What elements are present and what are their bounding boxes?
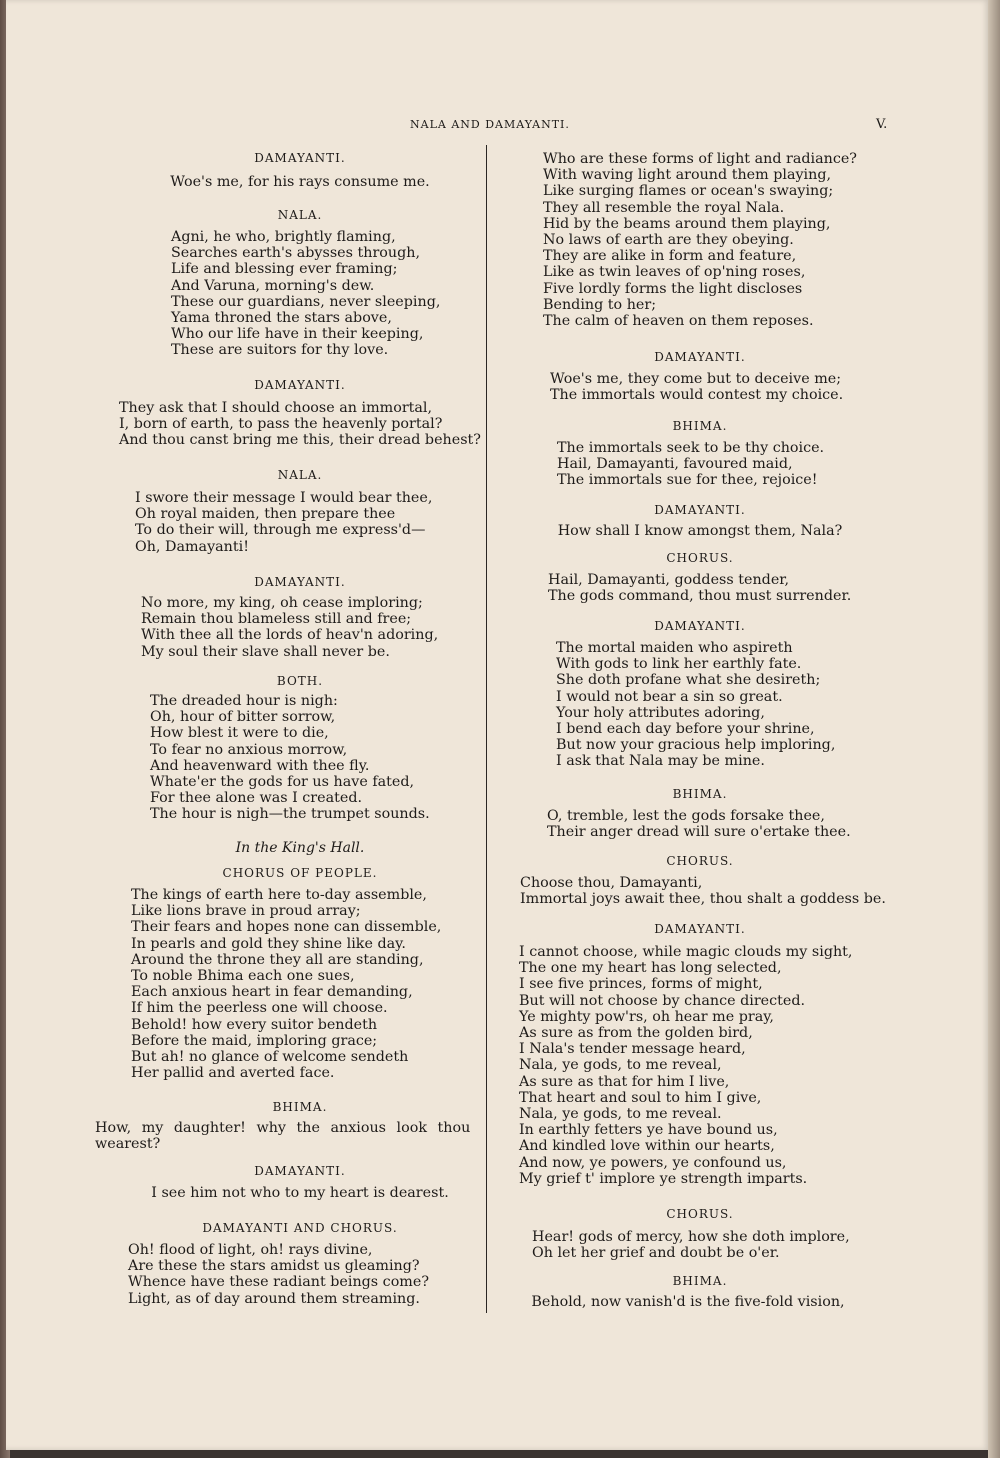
speaker-label: DAMAYANTI. — [654, 350, 746, 364]
speaker-label: BOTH. — [276, 674, 324, 688]
speaker-label: BHIMA. — [672, 1274, 728, 1288]
page-edge — [988, 0, 1000, 1458]
speaker-label: NALA. — [277, 468, 323, 482]
verse-stanza: I swore their message I would bear thee, Oh royal maiden, then prepare thee To do their will, through me express'd— Oh, Damayanti! — [135, 490, 433, 555]
verse-stanza: Oh! flood of light, oh! rays divine, Are these the stars amidst us gleaming? Whence have these radiant beings come? Light, as of day around them streaming. — [128, 1242, 429, 1307]
verse-stanza: Who are these forms of light and radiance? With waving light around them playing, Like surging flames or ocean's swaying; They all resemble the royal Nala. Hid by the beams around them playing, No laws of earth are they obeying. They are alike in form and feature, Like as twin leaves of op'ning roses, Five lordly forms the light discloses Bending to her; The calm of heaven on them reposes. — [543, 151, 857, 330]
speaker-label: BHIMA. — [672, 787, 728, 801]
verse-stanza: The dreaded hour is nigh: Oh, hour of bitter sorrow, How blest it were to die, To fear no anxious morrow, And heavenward with thee fly. Whate'er the gods for us have fated, For thee alone was I created. The hour is nigh—the trumpet sounds. — [150, 693, 430, 823]
verse-stanza: Hear! gods of mercy, how she doth implore, Oh let her grief and doubt be o'er. — [532, 1229, 850, 1262]
verse-stanza: The immortals seek to be thy choice. Hail, Damayanti, favoured maid, The immortals sue for thee, rejoice! — [557, 440, 825, 489]
speaker-label: DAMAYANTI. — [654, 503, 746, 517]
verse-stanza: They ask that I should choose an immortal, I, born of earth, to pass the heavenly portal? And thou canst bring me this, their dread behest? — [119, 400, 481, 449]
verse-stanza: Agni, he who, brightly flaming, Searches earth's abysses through, Life and blessing ever framing; And Varuna, morning's dew. These our guardians, never sleeping, Yama throned the stars above, Who our life have in their keeping, These are suitors for thy love. — [171, 229, 441, 359]
verse-stanza: Choose thou, Damayanti, Immortal joys await thee, thou shalt a goddess be. — [520, 875, 886, 908]
speaker-label: DAMAYANTI. — [254, 378, 346, 392]
dialogue-line: How shall I know amongst them, Nala? — [557, 523, 843, 539]
speaker-label: DAMAYANTI. — [654, 619, 746, 633]
speaker-label: NALA. — [277, 208, 323, 222]
speaker-label: DAMAYANTI. — [254, 575, 346, 589]
dialogue-line: I see him not who to my heart is dearest. — [151, 1185, 449, 1201]
verse-stanza: I cannot choose, while magic clouds my sight, The one my heart has long selected, I see five princes, forms of might, But will not choose by chance directed. Ye mighty pow'rs, oh hear me pray, As sure as from the golden bird, I Nala's tender message heard, Nala, ye gods, to me reveal, As sure as that for him I live, That heart and soul to him I give, Nala, ye gods, to me reveal. In earthly fetters ye have bound us, And kindled love within our hearts, And now, ye powers, ye confound us, My grief t' implore ye strength imparts. — [519, 944, 853, 1187]
verse-stanza: The mortal maiden who aspireth With gods to link her earthly fate. She doth profane what she desireth; I would not bear a sin so great. Your holy attributes adoring, I bend each day before your shrine, But now your gracious help imploring, I ask that Nala may be mine. — [556, 640, 836, 770]
speaker-label: CHORUS. — [666, 551, 734, 565]
dialogue-line: Woe's me, for his rays consume me. — [170, 174, 430, 190]
verse-stanza: Woe's me, they come but to deceive me; The immortals would contest my choice. — [550, 371, 844, 404]
stage-direction: In the King's Hall. — [235, 840, 365, 856]
page-number: V. — [876, 117, 888, 132]
running-head: NALA AND DAMAYANTI. — [410, 118, 570, 131]
speaker-label: DAMAYANTI AND CHORUS. — [202, 1221, 398, 1235]
verse-stanza: The kings of earth here to-day assemble, Like lions brave in proud array; Their fears and hopes none can dissemble, In pearls and gold they shine like day. Around the throne they all are standing, To noble Bhima each one sues, Each anxious heart in fear demanding, If him the peerless one will choose. Behold! how every suitor bendeth Before the maid, imploring grace; But ah! no glance of welcome sendeth Her pallid and averted face. — [131, 887, 442, 1082]
verse-stanza: How, my daughter! why the anxious look thou wearest? — [95, 1120, 471, 1153]
speaker-label: CHORUS OF PEOPLE. — [222, 866, 378, 880]
verse-stanza: Hail, Damayanti, goddess tender, The gods command, thou must surrender. — [548, 572, 852, 605]
speaker-label: CHORUS. — [666, 1207, 734, 1221]
verse-stanza: No more, my king, oh cease imploring; Remain thou blameless still and free; With thee all the lords of heav'n adoring, My soul their slave shall never be. — [141, 595, 439, 660]
speaker-label: DAMAYANTI. — [654, 922, 746, 936]
speaker-label: DAMAYANTI. — [254, 151, 346, 165]
speaker-label: BHIMA. — [672, 419, 728, 433]
speaker-label: BHIMA. — [272, 1100, 328, 1114]
verse-stanza: O, tremble, lest the gods forsake thee, Their anger dread will sure o'ertake thee. — [547, 808, 851, 841]
dialogue-line: Behold, now vanish'd is the five-fold vision, — [531, 1294, 845, 1310]
speaker-label: DAMAYANTI. — [254, 1164, 346, 1178]
speaker-label: CHORUS. — [666, 854, 734, 868]
column-divider — [486, 145, 487, 1313]
